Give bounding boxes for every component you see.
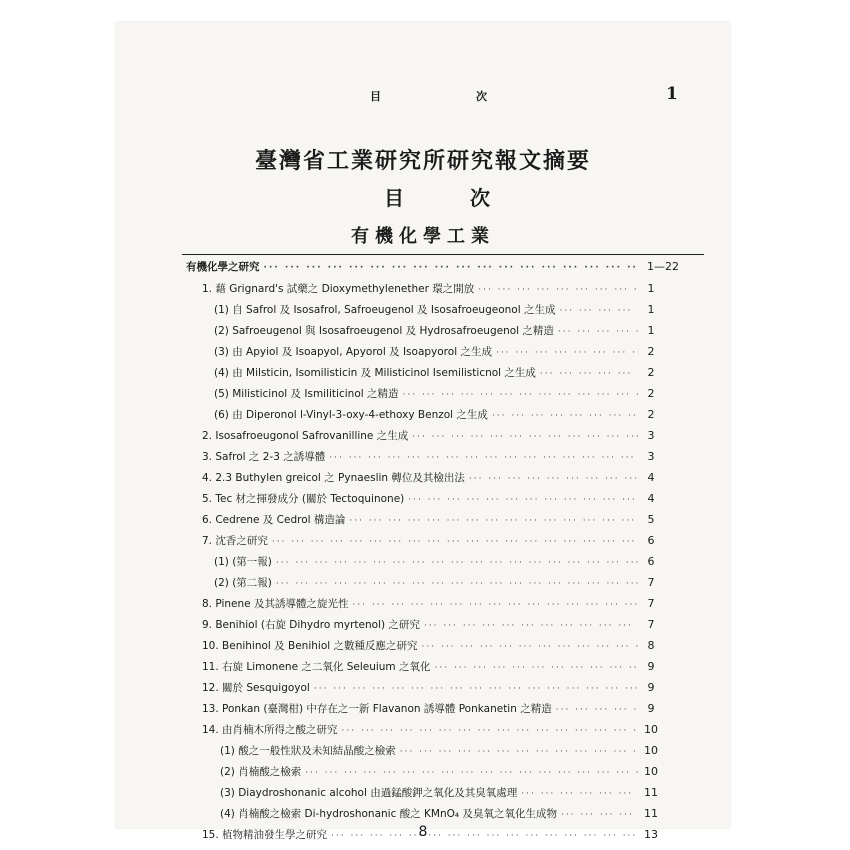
toc-entry-page: 2 bbox=[647, 387, 655, 400]
toc-entry bbox=[202, 490, 642, 508]
toc-entry-page: 9 bbox=[647, 681, 655, 694]
toc-entry bbox=[202, 658, 642, 676]
running-head-page-number: 1 bbox=[666, 84, 678, 104]
toc-entry-label: (4) 由 Milsticin, Isomilisticin 及 Milisticinol Isemilisticnol 之生成 bbox=[214, 367, 536, 379]
contents-heading bbox=[116, 182, 730, 210]
dot-leader bbox=[496, 344, 638, 362]
toc-entry-label: 14. 由肖楠木所得之酸之研究 bbox=[202, 724, 338, 736]
toc-entry-label: 15. 植物精油發生學之研究 bbox=[202, 829, 328, 841]
toc-entry-page: 3 bbox=[647, 450, 655, 463]
dot-leader bbox=[403, 386, 639, 404]
toc-entry-label: 10. Benihinol 及 Benihiol 之數種反應之研究 bbox=[202, 640, 418, 652]
toc-entry-label: (6) 由 Diperonol l-Vinyl-3-oxy-4-ethoxy Benzol 之生成 bbox=[214, 409, 488, 421]
toc-entry-page: 5 bbox=[647, 513, 655, 526]
dot-leader bbox=[349, 512, 638, 530]
dot-leader bbox=[478, 281, 638, 299]
toc-entry-page: 10 bbox=[644, 723, 658, 736]
dot-leader bbox=[556, 701, 638, 719]
toc-entry bbox=[214, 364, 642, 382]
toc-entry bbox=[202, 469, 642, 487]
dot-leader bbox=[540, 365, 638, 383]
toc-entry bbox=[202, 616, 642, 634]
page-title: 臺灣省工業研究所研究報文摘要 bbox=[254, 148, 591, 174]
dot-leader bbox=[352, 596, 638, 614]
toc-entry-label: (4) 肖楠酸之檢索 Di-hydroshonanic 酸之 KMnO₄ 及臭氧之氧化生成物 bbox=[220, 808, 557, 820]
toc-entry-label: 13. Ponkan (臺灣柑) 中存在之一新 Flavanon 誘導體 Ponkanetin 之精造 bbox=[202, 703, 552, 715]
toc-entry bbox=[202, 511, 642, 529]
toc-entry-page: 9 bbox=[647, 702, 655, 715]
toc-entry bbox=[214, 322, 642, 340]
toc-entry-page: 1—22 bbox=[647, 260, 679, 273]
toc-entry-page: 4 bbox=[647, 492, 655, 505]
toc-entry-label: 2. Isosafroeugonol Safrovanilline 之生成 bbox=[202, 430, 409, 442]
dot-leader bbox=[469, 470, 638, 488]
toc-entry-page: 2 bbox=[647, 408, 655, 421]
running-head-right: 次 bbox=[476, 90, 487, 103]
toc-entry-label: (3) 由 Apyiol 及 Isoapyol, Apyorol 及 Isoapyorol 之生成 bbox=[214, 346, 492, 358]
dot-leader bbox=[559, 302, 638, 320]
dot-leader bbox=[342, 722, 638, 740]
dot-leader bbox=[400, 743, 638, 761]
dot-leader bbox=[329, 449, 638, 467]
toc-entry-page: 7 bbox=[647, 576, 655, 589]
toc-entry-page: 13 bbox=[644, 828, 658, 841]
toc-entry bbox=[202, 721, 642, 739]
toc-entry-label: (2) Safroeugenol 與 Isosafroeugenol 及 Hydrosafroeugenol 之精造 bbox=[214, 325, 554, 337]
footer-page-number: 8 bbox=[418, 824, 428, 840]
toc-entry-page: 6 bbox=[647, 534, 655, 547]
toc-entry bbox=[202, 700, 642, 718]
dot-leader bbox=[521, 785, 638, 803]
toc-entry-label: 3. Safrol 之 2-3 之誘導體 bbox=[202, 451, 326, 463]
toc-entry-label: 8. Pinene 及其誘導體之旋光性 bbox=[202, 598, 349, 610]
toc-entry-label: 7. 沈香之研究 bbox=[202, 535, 268, 547]
toc-entry-label: 6. Cedrene 及 Cedrol 構造論 bbox=[202, 514, 346, 526]
toc-entry-label: 12. 關於 Sesquigoyol bbox=[202, 682, 310, 694]
dot-leader bbox=[422, 638, 638, 656]
dot-leader bbox=[276, 575, 638, 593]
toc-entry-label: (1) (第一報) bbox=[214, 556, 272, 568]
toc-entry-label: (3) Diaydroshonanic alcohol 由過錳酸鉀之氧化及其臭氧處理 bbox=[220, 787, 518, 799]
toc-entry-page: 10 bbox=[644, 765, 658, 778]
dot-leader bbox=[558, 323, 638, 341]
dot-leader bbox=[314, 680, 638, 698]
toc-entry-label: 1. 藉 Grignard's 試藥之 Dioxymethylenether 環之開放 bbox=[202, 283, 475, 295]
toc-entry-page: 10 bbox=[644, 744, 658, 757]
dot-leader bbox=[276, 554, 638, 572]
toc-entry bbox=[214, 301, 642, 319]
toc-entry bbox=[214, 553, 642, 571]
dot-leader bbox=[264, 259, 639, 277]
dot-leader bbox=[561, 806, 638, 824]
toc-entry-label: 4. 2.3 Buthylen greicol 之 Pynaeslin 轉位及其檢出法 bbox=[202, 472, 465, 484]
toc-entry-page: 4 bbox=[647, 471, 655, 484]
toc-entry-page: 1 bbox=[647, 282, 655, 295]
toc-entry-label: (1) 自 Safrol 及 Isosafrol, Safroeugenol 及 Isosafroeugeonol 之生成 bbox=[214, 304, 556, 316]
toc-entry-page: 7 bbox=[647, 597, 655, 610]
toc-entry-page: 2 bbox=[647, 345, 655, 358]
toc-entry-label: (2) (第二報) bbox=[214, 577, 272, 589]
toc-entry bbox=[202, 595, 642, 613]
toc-entry-page: 9 bbox=[647, 660, 655, 673]
toc-entry bbox=[220, 784, 642, 802]
toc-entry bbox=[220, 805, 642, 823]
toc-entry-page: 2 bbox=[647, 366, 655, 379]
contents-heading-left: 目 bbox=[384, 186, 404, 210]
document-page bbox=[116, 22, 730, 841]
toc-entry-label: (5) Milisticinol 及 Ismiliticinol 之精造 bbox=[214, 388, 399, 400]
toc-entry-label: 9. Benihiol (右旋 Dihydro myrtenol) 之研究 bbox=[202, 619, 420, 631]
dot-leader bbox=[412, 428, 638, 446]
dot-leader bbox=[435, 659, 639, 677]
toc-entry bbox=[214, 385, 642, 403]
toc-entry-page: 3 bbox=[647, 429, 655, 442]
toc-entry-page: 11 bbox=[644, 786, 658, 799]
toc-entry bbox=[202, 280, 642, 298]
dot-leader bbox=[305, 764, 638, 782]
toc-entry bbox=[202, 637, 642, 655]
toc-entry bbox=[220, 742, 642, 760]
section-heading: 有機化學工業 bbox=[351, 226, 495, 247]
toc-entry bbox=[202, 427, 642, 445]
toc-entry-page: 8 bbox=[647, 639, 655, 652]
toc-entry bbox=[214, 406, 642, 424]
toc-entry bbox=[220, 763, 642, 781]
toc-entry-label: 11. 右旋 Limonene 之二氧化 Seleuium 之氧化 bbox=[202, 661, 431, 673]
dot-leader bbox=[408, 491, 638, 509]
dot-leader bbox=[492, 407, 638, 425]
contents-heading-right: 次 bbox=[470, 186, 490, 210]
toc-entry-label: 有機化學之研究 bbox=[186, 261, 260, 273]
toc-entry-label: 5. Tec 材之揮發成分 (關於 Tectoquinone) bbox=[202, 493, 405, 505]
toc-entry bbox=[214, 343, 642, 361]
running-head-left: 目 bbox=[370, 90, 381, 103]
toc-entry-page: 7 bbox=[647, 618, 655, 631]
toc-entry-label: (2) 肖楠酸之檢索 bbox=[220, 766, 302, 778]
toc-entry bbox=[202, 532, 642, 550]
toc-entry bbox=[202, 448, 642, 466]
section-rule bbox=[182, 254, 704, 255]
toc-entry-page: 11 bbox=[644, 807, 658, 820]
dot-leader bbox=[424, 617, 638, 635]
toc-entry-page: 1 bbox=[647, 303, 655, 316]
toc-entry-label: (1) 酸之一般性狀及未知結晶酸之檢索 bbox=[220, 745, 396, 757]
toc-entry-organic-chemistry bbox=[186, 258, 642, 276]
toc-entry-page: 6 bbox=[647, 555, 655, 568]
dot-leader bbox=[272, 533, 638, 551]
toc-entry bbox=[214, 574, 642, 592]
toc-entry-page: 1 bbox=[647, 324, 655, 337]
running-head bbox=[116, 84, 730, 106]
toc-entry bbox=[202, 679, 642, 697]
